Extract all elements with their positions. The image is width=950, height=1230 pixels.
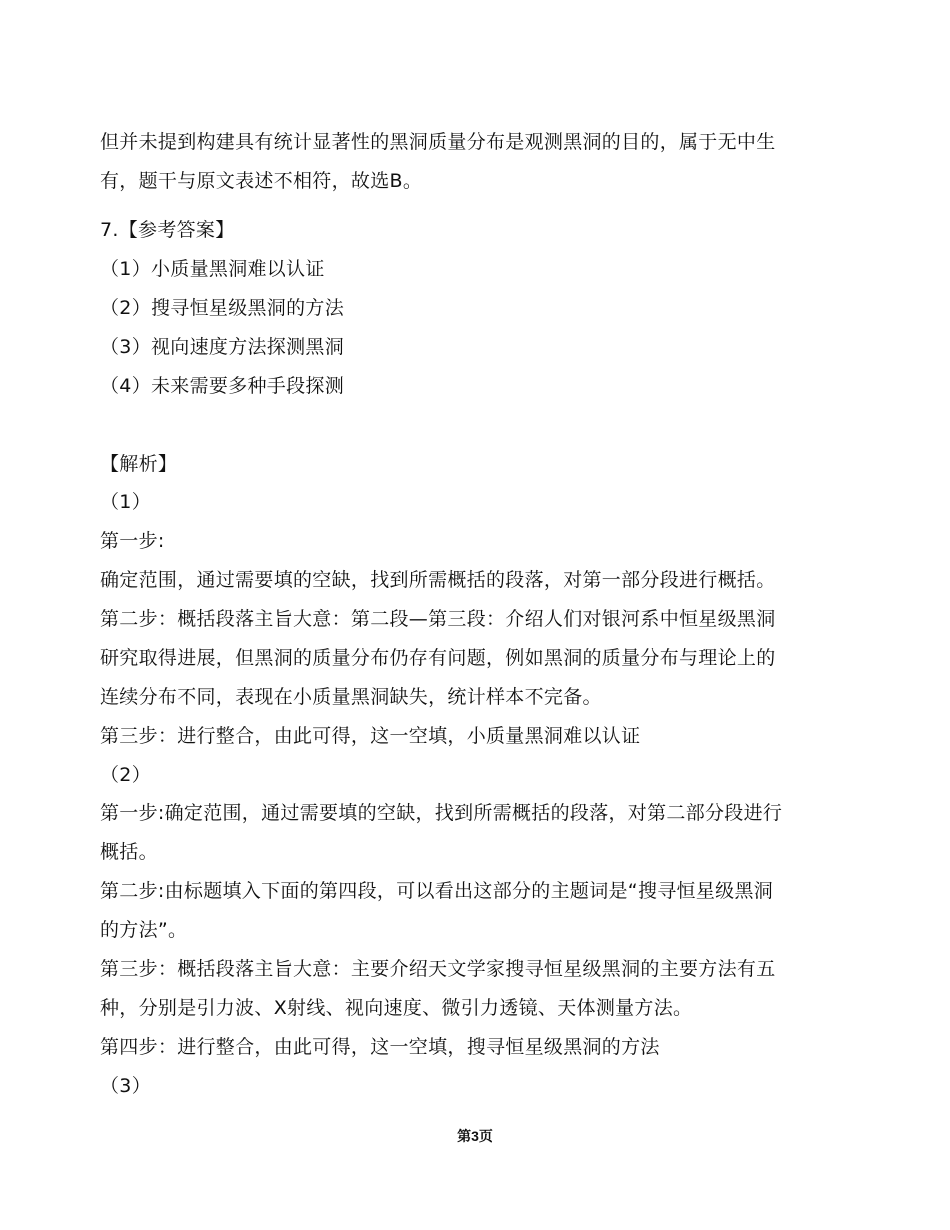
text-line: 种，分别是引力波、X射线、视向速度、微引力透镜、天体测量方法。 bbox=[100, 997, 693, 1019]
section-label: （2） bbox=[100, 764, 151, 786]
text-line: 但并未提到构建具有统计显著性的黑洞质量分布是观测黑洞的目的，属于无中生 bbox=[100, 131, 776, 153]
answer-item: （2）搜寻恒星级黑洞的方法 bbox=[100, 297, 344, 319]
text-line: 第三步：概括段落主旨大意：主要介绍天文学家搜寻恒星级黑洞的主要方法有五 bbox=[100, 958, 776, 980]
analysis-heading: 【解析】 bbox=[100, 453, 178, 475]
text-line: 研究取得进展，但黑洞的质量分布仍存有问题，例如黑洞的质量分布与理论上的 bbox=[100, 647, 776, 669]
text-line: 有，题干与原文表述不相符，故选B。 bbox=[100, 170, 423, 192]
text-line: 连续分布不同，表现在小质量黑洞缺失，统计样本不完备。 bbox=[100, 686, 602, 708]
answer-item: （4）未来需要多种手段探测 bbox=[100, 375, 344, 397]
step-label: 第一步: bbox=[100, 530, 165, 552]
answer-item: （1）小质量黑洞难以认证 bbox=[100, 258, 325, 280]
text-line: 第一步:确定范围，通过需要填的空缺，找到所需概括的段落，对第二部分段进行 bbox=[100, 802, 783, 824]
page-number: 第3页 bbox=[457, 1128, 493, 1144]
section-label: （1） bbox=[100, 491, 151, 513]
text-line: 概括。 bbox=[100, 841, 158, 863]
section-label: （3） bbox=[100, 1075, 151, 1097]
text-line: 第二步:由标题填入下面的第四段，可以看出这部分的主题词是“搜寻恒星级黑洞 bbox=[100, 880, 774, 902]
text-line: 第二步：概括段落主旨大意：第二段—第三段：介绍人们对银河系中恒星级黑洞 bbox=[100, 608, 776, 630]
answer-item: （3）视向速度方法探测黑洞 bbox=[100, 336, 344, 358]
text-line: 第三步：进行整合，由此可得，这一空填，小质量黑洞难以认证 bbox=[100, 725, 641, 747]
text-line: 确定范围，通过需要填的空缺，找到所需概括的段落，对第一部分段进行概括。 bbox=[100, 569, 776, 591]
text-line: 第四步：进行整合，由此可得，这一空填，搜寻恒星级黑洞的方法 bbox=[100, 1036, 660, 1058]
text-line: 的方法”。 bbox=[100, 919, 188, 941]
answer-heading: 7.【参考答案】 bbox=[100, 219, 235, 241]
